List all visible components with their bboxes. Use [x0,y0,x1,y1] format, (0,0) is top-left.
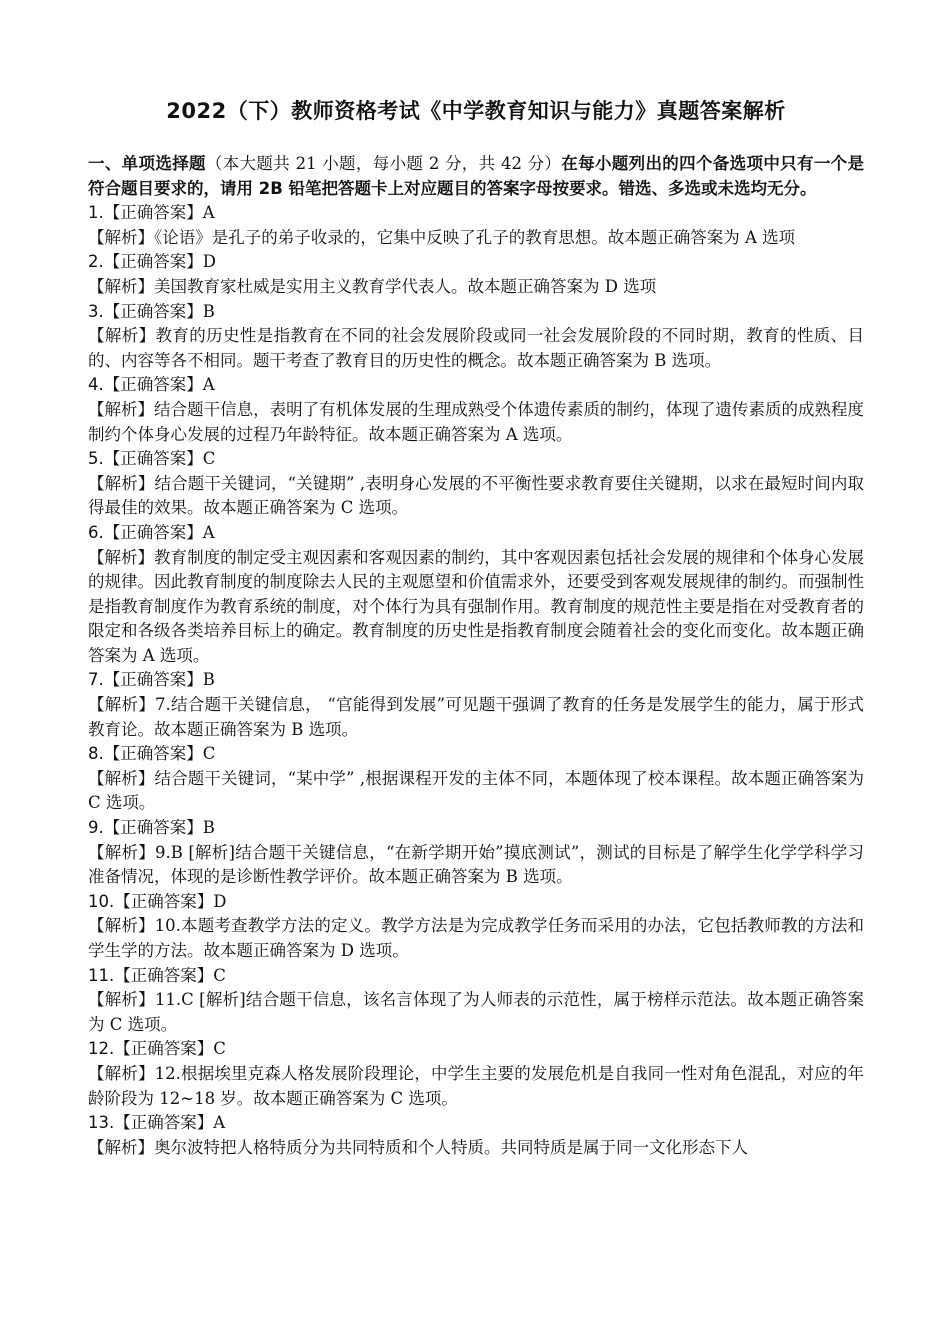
answer-value: D [202,252,216,272]
question-number: 1. [88,203,104,223]
explanation [88,472,864,521]
answer-line [88,668,864,693]
answer-label: 【正确答案】 [103,670,203,690]
question-number: 11. [88,965,115,985]
question-number: 9. [88,818,104,838]
question-item [88,300,864,374]
answer-value: C [202,744,216,764]
question-number: 12. [88,1039,115,1059]
explanation [88,1136,864,1161]
explanation-label: 【解析】 [88,916,155,936]
answer-line [88,201,864,226]
answer-line [88,816,864,841]
answer-line [88,373,864,398]
explanation-label: 【解析】 [88,227,154,247]
explanation-text: 结合题干信息，表明了有机体发展的生理成熟受个体遗传素质的制约，体现了遗传素质的成熟程度制约个体身心发展的过程乃年龄特征。故本题正确答案为 A 选项。 [88,399,865,444]
explanation-label: 【解析】 [88,990,155,1010]
explanation-text: 奥尔波特把人格特质分为共同特质和个人特质。共同特质是属于同一文化形态下人 [154,1137,748,1157]
question-list [88,201,864,1160]
section-note: （本大题共 21 小题，每小题 2 分，共 42 分） [205,154,562,173]
explanation-text: 结合题干关键词，“某中学” ,根据课程开发的主体不同，本题体现了校本课程。故本题正确答案为 C 选项。 [88,768,864,813]
answer-line [88,1037,864,1062]
explanation-label: 【解析】 [88,842,155,862]
explanation-text: 《论语》是孔子的弟子收录的，它集中反映了孔子的教育思想。故本题正确答案为 A 选项 [154,227,796,247]
explanation-text: 教育制度的制定受主观因素和客观因素的制约，其中客观因素包括社会发展的规律和个体身心发展的规律。因此教育制度的制度除去人民的主观愿望和价值需求外，还要受到客观发展规律的制约。而强制性是指教育制度作为教育系统的制度，对个体行为具有强制作用。教育制度的规范性主要是指在对受教育者的限定和各级各类培养目标上的确定。教育制度的历史性是指教育制度会随着社会的变化而变化。故本题正确答案为 A 选项。 [88,547,865,665]
answer-value: D [213,891,227,911]
answer-value: A [202,522,215,542]
explanation-text: 教育的历史性是指教育在不同的社会发展阶段或同一社会发展阶段的不同时期，教育的性质、目的、内容等各不相同。题干考查了教育目的历史性的概念。故本题正确答案为 B 选项。 [88,326,865,370]
explanation [88,275,864,300]
question-item [88,521,864,669]
question-number: 3. [88,301,104,321]
answer-line [88,1111,864,1136]
explanation [88,767,864,816]
explanation [88,988,864,1037]
question-item [88,201,864,250]
explanation-text: 结合题干关键词，“关键期” ,表明身心发展的不平衡性要求教育要住关键期，以求在最短时间内取得最佳的效果。故本题正确答案为 C 选项。 [88,473,864,518]
explanation-label: 【解析】 [88,276,154,296]
answer-line [88,250,864,275]
answer-label: 【正确答案】 [114,891,214,911]
explanation-label: 【解析】 [88,399,155,419]
question-number: 4. [88,375,104,395]
answer-line [88,447,864,472]
answer-label: 【正确答案】 [103,818,203,838]
explanation-text: 11.C [解析]结合题干信息，该名言体现了为人师表的示范性，属于榜样示范法。故本题正确答案为 C 选项。 [88,990,864,1034]
explanation [88,226,864,251]
question-number: 7. [88,670,104,690]
explanation [88,841,864,890]
question-item [88,816,864,890]
explanation-text: 美国教育家杜威是实用主义教育学代表人。故本题正确答案为 D 选项 [154,276,657,296]
question-number: 5. [88,449,104,469]
explanation [88,546,864,669]
question-item [88,742,864,816]
question-number: 2. [88,252,104,272]
answer-value: B [202,818,215,838]
answer-line [88,742,864,767]
answer-label: 【正确答案】 [103,522,203,542]
question-item [88,668,864,742]
answer-value: C [213,965,226,985]
question-item [88,1111,864,1160]
section-instructions: 在每小题列出的四个备选项中只有一个是符合题目要求的，请用 2B 铅笔把答题卡上对应题目的答案字母按要求。错选、多选或未选均无分。 [88,154,865,198]
question-number: 10. [88,891,115,911]
explanation [88,398,864,447]
answer-value: A [213,1113,226,1133]
answer-value: A [202,375,215,395]
explanation-label: 【解析】 [88,473,155,493]
question-number: 6. [88,522,104,542]
explanation [88,693,864,742]
question-number: 8. [88,744,104,764]
section-heading: 一、单项选择题 [88,154,206,173]
question-item [88,964,864,1038]
answer-value: C [213,1039,226,1059]
explanation-label: 【解析】 [88,1063,155,1083]
question-item [88,890,864,964]
question-item [88,447,864,521]
explanation-label: 【解析】 [88,695,156,715]
answer-label: 【正确答案】 [114,965,214,985]
explanation [88,914,864,963]
answer-label: 【正确答案】 [103,203,203,223]
explanation [88,1062,864,1111]
answer-value: C [202,449,216,469]
question-item [88,250,864,299]
answer-label: 【正确答案】 [103,449,203,469]
question-item [88,373,864,447]
question-item [88,1037,864,1111]
explanation-text: 7.结合题干关键信息， “官能得到发展”可见题干强调了教育的任务是发展学生的能力，属于形式教育论。故本题正确答案为 B 选项。 [88,695,865,739]
answer-label: 【正确答案】 [114,1039,214,1059]
explanation-label: 【解析】 [88,547,155,567]
answer-label: 【正确答案】 [103,301,203,321]
answer-label: 【正确答案】 [103,375,203,395]
explanation-label: 【解析】 [88,1137,154,1157]
answer-label: 【正确答案】 [114,1113,214,1133]
answer-value: A [202,203,215,223]
explanation-label: 【解析】 [88,768,155,788]
explanation-label: 【解析】 [88,326,156,346]
section-intro [88,152,864,201]
answer-label: 【正确答案】 [103,744,203,764]
answer-value: B [202,670,215,690]
answer-line [88,890,864,915]
answer-line [88,964,864,989]
answer-line [88,521,864,546]
question-number: 13. [88,1113,115,1133]
explanation [88,324,864,373]
answer-line [88,300,864,325]
explanation-text: 12.根据埃里克森人格发展阶段理论，中学生主要的发展危机是自我同一性对角色混乱，对应的年龄阶段为 12~18 岁。故本题正确答案为 C 选项。 [88,1063,865,1108]
answer-label: 【正确答案】 [103,252,203,272]
explanation-text: 9.B [解析]结合题干关键信息，“在新学期开始”摸底测试”，测试的目标是了解学生化学学科学习准备情况，体现的是诊断性教学评价。故本题正确答案为 B 选项。 [88,842,865,887]
explanation-text: 10.本题考查教学方法的定义。教学方法是为完成教学任务而采用的办法，它包括教师教的方法和学生学的方法。故本题正确答案为 D 选项。 [88,916,865,960]
answer-value: B [202,301,215,321]
page-title: 2022（下）教师资格考试《中学教育知识与能力》真题答案解析 [166,99,786,123]
